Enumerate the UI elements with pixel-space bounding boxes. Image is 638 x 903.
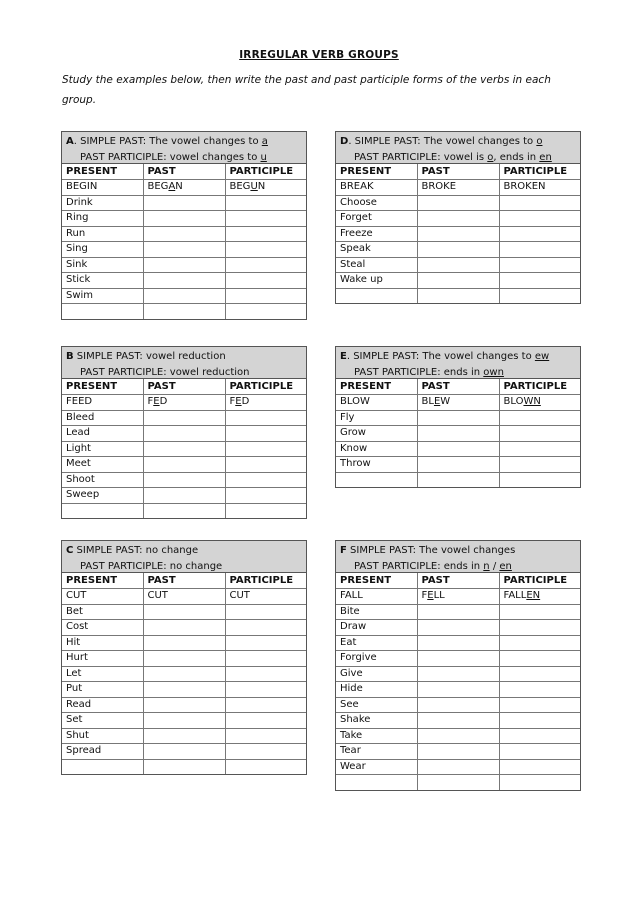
column-header: PARTICIPLE: [499, 164, 580, 180]
participle-answer-cell[interactable]: [225, 472, 306, 488]
past-answer-cell[interactable]: [417, 775, 499, 790]
table-row: [62, 273, 306, 289]
verb-table: [336, 379, 580, 487]
group-rule-participle: PAST PARTICIPLE: vowel is o, ends in en: [354, 151, 552, 163]
present-cell: Hurt: [62, 651, 143, 667]
participle-answer-cell[interactable]: [225, 242, 306, 258]
present-cell: Sink: [62, 257, 143, 273]
present-cell: Set: [62, 713, 143, 729]
group-rule-past: C SIMPLE PAST: no change: [66, 545, 199, 556]
present-cell: Shoot: [62, 472, 143, 488]
present-cell: [62, 503, 143, 518]
column-header: PARTICIPLE: [225, 379, 306, 395]
participle-answer-cell[interactable]: [499, 651, 580, 667]
group-rule-participle: PAST PARTICIPLE: vowel changes to u: [80, 151, 267, 163]
present-cell: Light: [62, 441, 143, 457]
past-answer-cell[interactable]: [143, 441, 225, 457]
past-answer-cell[interactable]: [417, 288, 499, 303]
past-answer-cell[interactable]: [143, 457, 225, 473]
past-answer-cell[interactable]: [417, 195, 499, 211]
past-answer-cell[interactable]: [417, 426, 499, 442]
present-cell: Bleed: [62, 410, 143, 426]
table-row: [336, 410, 580, 426]
participle-answer-cell[interactable]: [225, 620, 306, 636]
past-answer-cell[interactable]: [143, 426, 225, 442]
present-cell: Meet: [62, 457, 143, 473]
participle-answer-cell[interactable]: [499, 242, 580, 258]
participle-answer-cell[interactable]: [499, 410, 580, 426]
example-row: [62, 395, 306, 411]
past-answer-cell[interactable]: [417, 457, 499, 473]
table-row: [336, 713, 580, 729]
table-row: [62, 697, 306, 713]
present-cell: Shake: [336, 713, 417, 729]
example-row: [62, 589, 306, 605]
page-title: IRREGULAR VERB GROUPS: [239, 49, 399, 61]
present-cell: Tear: [336, 744, 417, 760]
example-cell: CUT: [225, 589, 306, 605]
table-row: [62, 211, 306, 227]
table-row: [62, 195, 306, 211]
participle-answer-cell[interactable]: [225, 604, 306, 620]
participle-answer-cell[interactable]: [225, 410, 306, 426]
past-answer-cell[interactable]: [143, 744, 225, 760]
participle-answer-cell[interactable]: [225, 273, 306, 289]
present-cell: Throw: [336, 457, 417, 473]
participle-answer-cell[interactable]: [499, 441, 580, 457]
group-rule-past: D. SIMPLE PAST: The vowel changes to o: [340, 136, 543, 147]
verb-table: [62, 164, 306, 319]
table-row: [62, 759, 306, 774]
example-cell: FALLEN: [499, 589, 580, 605]
present-cell: Run: [62, 226, 143, 242]
past-answer-cell[interactable]: [143, 226, 225, 242]
table-row: [62, 257, 306, 273]
past-answer-cell[interactable]: [143, 472, 225, 488]
present-cell: Let: [62, 666, 143, 682]
table-row: [336, 226, 580, 242]
past-answer-cell[interactable]: [143, 211, 225, 227]
present-cell: Read: [62, 697, 143, 713]
table-row: [336, 257, 580, 273]
group-rule-past: F SIMPLE PAST: The vowel changes: [340, 545, 516, 556]
table-row: [62, 488, 306, 504]
participle-answer-cell[interactable]: [499, 472, 580, 487]
example-cell: CUT: [62, 589, 143, 605]
column-header-row: [336, 164, 580, 180]
present-cell: [62, 759, 143, 774]
table-row: [62, 604, 306, 620]
participle-answer-cell[interactable]: [225, 288, 306, 304]
past-answer-cell[interactable]: [143, 635, 225, 651]
table-row: [62, 226, 306, 242]
table-row: [336, 666, 580, 682]
column-header: PARTICIPLE: [225, 573, 306, 589]
group-rule-past: E. SIMPLE PAST: The vowel changes to ew: [340, 351, 550, 362]
present-cell: Bite: [336, 604, 417, 620]
group-header: [62, 347, 306, 379]
example-cell: BLOW: [336, 395, 417, 411]
example-row: [336, 589, 580, 605]
group-header: [62, 132, 306, 164]
table-row: [62, 744, 306, 760]
column-header-row: [62, 379, 306, 395]
past-answer-cell[interactable]: [143, 242, 225, 258]
participle-answer-cell[interactable]: [499, 697, 580, 713]
table-row: [62, 728, 306, 744]
example-cell: BLEW: [417, 395, 499, 411]
past-answer-cell[interactable]: [143, 604, 225, 620]
past-answer-cell[interactable]: [417, 682, 499, 698]
table-row: [62, 242, 306, 258]
group-header: [336, 541, 580, 573]
table-row: [62, 410, 306, 426]
group-header: [62, 541, 306, 573]
column-header: PRESENT: [336, 573, 417, 589]
present-cell: Stick: [62, 273, 143, 289]
present-cell: Take: [336, 728, 417, 744]
present-cell: Know: [336, 441, 417, 457]
group-a: [61, 131, 307, 320]
participle-answer-cell[interactable]: [499, 744, 580, 760]
instructions: Study the examples below, then write the past and past participle forms of the verbs in each group.: [62, 74, 551, 106]
column-header: PAST: [417, 164, 499, 180]
past-answer-cell[interactable]: [143, 410, 225, 426]
past-answer-cell[interactable]: [143, 759, 225, 774]
group-b: [61, 346, 307, 519]
participle-answer-cell[interactable]: [225, 728, 306, 744]
table-row: [62, 682, 306, 698]
present-cell: [336, 775, 417, 790]
table-row: [62, 503, 306, 518]
example-cell: FALL: [336, 589, 417, 605]
example-cell: BREAK: [336, 180, 417, 196]
past-answer-cell[interactable]: [417, 226, 499, 242]
participle-answer-cell[interactable]: [499, 775, 580, 790]
table-row: [336, 775, 580, 790]
past-answer-cell[interactable]: [417, 441, 499, 457]
participle-answer-cell[interactable]: [499, 257, 580, 273]
past-answer-cell[interactable]: [417, 666, 499, 682]
column-header-row: [336, 379, 580, 395]
past-answer-cell[interactable]: [143, 195, 225, 211]
participle-answer-cell[interactable]: [225, 503, 306, 518]
past-answer-cell[interactable]: [143, 620, 225, 636]
participle-answer-cell[interactable]: [225, 488, 306, 504]
table-row: [62, 651, 306, 667]
column-header-row: [62, 164, 306, 180]
participle-answer-cell[interactable]: [499, 457, 580, 473]
participle-answer-cell[interactable]: [225, 682, 306, 698]
past-answer-cell[interactable]: [417, 635, 499, 651]
present-cell: Swim: [62, 288, 143, 304]
column-header: PRESENT: [336, 379, 417, 395]
past-answer-cell[interactable]: [143, 651, 225, 667]
example-cell: CUT: [143, 589, 225, 605]
participle-answer-cell[interactable]: [225, 426, 306, 442]
present-cell: Grow: [336, 426, 417, 442]
column-header: PARTICIPLE: [499, 379, 580, 395]
participle-answer-cell[interactable]: [225, 635, 306, 651]
participle-answer-cell[interactable]: [499, 728, 580, 744]
present-cell: Put: [62, 682, 143, 698]
column-header-row: [336, 573, 580, 589]
past-answer-cell[interactable]: [417, 242, 499, 258]
group-rule-participle: PAST PARTICIPLE: ends in own: [354, 366, 504, 378]
participle-answer-cell[interactable]: [225, 666, 306, 682]
present-cell: Wake up: [336, 273, 417, 289]
example-cell: FELL: [417, 589, 499, 605]
participle-answer-cell[interactable]: [225, 713, 306, 729]
participle-answer-cell[interactable]: [225, 226, 306, 242]
column-header: PAST: [143, 164, 225, 180]
past-answer-cell[interactable]: [143, 304, 225, 319]
present-cell: Hit: [62, 635, 143, 651]
table-row: [336, 682, 580, 698]
example-cell: BEGIN: [62, 180, 143, 196]
group-rule-past: A. SIMPLE PAST: The vowel changes to a: [66, 136, 268, 147]
present-cell: Drink: [62, 195, 143, 211]
table-row: [336, 288, 580, 303]
example-cell: BLOWN: [499, 395, 580, 411]
participle-answer-cell[interactable]: [499, 666, 580, 682]
past-answer-cell[interactable]: [143, 713, 225, 729]
table-row: [336, 242, 580, 258]
verb-table: [336, 573, 580, 790]
participle-answer-cell[interactable]: [499, 195, 580, 211]
table-row: [336, 635, 580, 651]
group-rule-past: B SIMPLE PAST: vowel reduction: [66, 351, 226, 362]
past-answer-cell[interactable]: [143, 273, 225, 289]
group-header: [336, 347, 580, 379]
table-row: [62, 620, 306, 636]
present-cell: Speak: [336, 242, 417, 258]
table-row: [336, 273, 580, 289]
present-cell: Give: [336, 666, 417, 682]
example-row: [62, 180, 306, 196]
present-cell: Forget: [336, 211, 417, 227]
column-header: PAST: [417, 573, 499, 589]
participle-answer-cell[interactable]: [225, 651, 306, 667]
table-row: [62, 635, 306, 651]
table-row: [62, 666, 306, 682]
table-row: [62, 457, 306, 473]
participle-answer-cell[interactable]: [499, 604, 580, 620]
past-answer-cell[interactable]: [143, 488, 225, 504]
column-header: PRESENT: [336, 164, 417, 180]
group-e: [335, 346, 581, 488]
past-answer-cell[interactable]: [417, 257, 499, 273]
past-answer-cell[interactable]: [417, 651, 499, 667]
table-row: [336, 195, 580, 211]
participle-answer-cell[interactable]: [225, 697, 306, 713]
present-cell: Ring: [62, 211, 143, 227]
participle-answer-cell[interactable]: [225, 195, 306, 211]
table-row: [62, 304, 306, 319]
present-cell: Freeze: [336, 226, 417, 242]
table-row: [62, 288, 306, 304]
present-cell: Eat: [336, 635, 417, 651]
past-answer-cell[interactable]: [143, 697, 225, 713]
present-cell: Choose: [336, 195, 417, 211]
participle-answer-cell[interactable]: [499, 682, 580, 698]
column-header: PRESENT: [62, 573, 143, 589]
past-answer-cell[interactable]: [143, 728, 225, 744]
group-rule-participle: PAST PARTICIPLE: vowel reduction: [80, 366, 250, 378]
table-row: [336, 651, 580, 667]
present-cell: [336, 472, 417, 487]
group-c: [61, 540, 307, 775]
participle-answer-cell[interactable]: [499, 713, 580, 729]
past-answer-cell[interactable]: [417, 697, 499, 713]
group-f: [335, 540, 581, 791]
present-cell: Fly: [336, 410, 417, 426]
past-answer-cell[interactable]: [417, 744, 499, 760]
column-header: PAST: [143, 573, 225, 589]
past-answer-cell[interactable]: [417, 273, 499, 289]
past-answer-cell[interactable]: [417, 620, 499, 636]
present-cell: Hide: [336, 682, 417, 698]
participle-answer-cell[interactable]: [225, 457, 306, 473]
column-header: PARTICIPLE: [225, 164, 306, 180]
participle-answer-cell[interactable]: [225, 759, 306, 774]
past-answer-cell[interactable]: [143, 666, 225, 682]
column-header: PRESENT: [62, 164, 143, 180]
example-cell: FEED: [62, 395, 143, 411]
participle-answer-cell[interactable]: [499, 211, 580, 227]
table-row: [62, 426, 306, 442]
example-row: [336, 395, 580, 411]
verb-table: [336, 164, 580, 303]
present-cell: Sing: [62, 242, 143, 258]
column-header-row: [62, 573, 306, 589]
table-row: [62, 713, 306, 729]
past-answer-cell[interactable]: [143, 682, 225, 698]
present-cell: Bet: [62, 604, 143, 620]
table-row: [336, 728, 580, 744]
present-cell: Wear: [336, 759, 417, 775]
present-cell: [336, 288, 417, 303]
present-cell: Cost: [62, 620, 143, 636]
participle-answer-cell[interactable]: [499, 620, 580, 636]
present-cell: Shut: [62, 728, 143, 744]
table-row: [62, 441, 306, 457]
group-rule-participle: PAST PARTICIPLE: ends in n / en: [354, 560, 512, 572]
example-cell: FED: [143, 395, 225, 411]
table-row: [336, 697, 580, 713]
group-rule-participle: PAST PARTICIPLE: no change: [80, 560, 223, 572]
verb-table: [62, 379, 306, 518]
past-answer-cell[interactable]: [143, 257, 225, 273]
present-cell: Sweep: [62, 488, 143, 504]
participle-answer-cell[interactable]: [225, 211, 306, 227]
table-row: [336, 457, 580, 473]
table-row: [336, 211, 580, 227]
past-answer-cell[interactable]: [143, 288, 225, 304]
present-cell: Lead: [62, 426, 143, 442]
group-header: [336, 132, 580, 164]
participle-answer-cell[interactable]: [499, 288, 580, 303]
past-answer-cell[interactable]: [417, 472, 499, 487]
participle-answer-cell[interactable]: [499, 273, 580, 289]
group-d: [335, 131, 581, 304]
column-header: PAST: [417, 379, 499, 395]
present-cell: Steal: [336, 257, 417, 273]
present-cell: Forgive: [336, 651, 417, 667]
past-answer-cell[interactable]: [417, 604, 499, 620]
participle-answer-cell[interactable]: [499, 759, 580, 775]
column-header: PAST: [143, 379, 225, 395]
participle-answer-cell[interactable]: [225, 744, 306, 760]
participle-answer-cell[interactable]: [499, 635, 580, 651]
column-header: PARTICIPLE: [499, 573, 580, 589]
column-header: PRESENT: [62, 379, 143, 395]
participle-answer-cell[interactable]: [225, 441, 306, 457]
example-cell: BROKEN: [499, 180, 580, 196]
participle-answer-cell[interactable]: [499, 426, 580, 442]
table-row: [336, 441, 580, 457]
past-answer-cell[interactable]: [417, 211, 499, 227]
table-row: [336, 472, 580, 487]
example-cell: BROKE: [417, 180, 499, 196]
example-cell: BEGAN: [143, 180, 225, 196]
table-row: [336, 620, 580, 636]
table-row: [336, 604, 580, 620]
participle-answer-cell[interactable]: [499, 226, 580, 242]
example-cell: BEGUN: [225, 180, 306, 196]
past-answer-cell[interactable]: [417, 713, 499, 729]
table-row: [336, 759, 580, 775]
past-answer-cell[interactable]: [417, 410, 499, 426]
present-cell: Spread: [62, 744, 143, 760]
past-answer-cell[interactable]: [417, 728, 499, 744]
present-cell: [62, 304, 143, 319]
participle-answer-cell[interactable]: [225, 257, 306, 273]
verb-table: [62, 573, 306, 774]
table-row: [336, 426, 580, 442]
present-cell: Draw: [336, 620, 417, 636]
present-cell: See: [336, 697, 417, 713]
example-row: [336, 180, 580, 196]
table-row: [62, 472, 306, 488]
past-answer-cell[interactable]: [143, 503, 225, 518]
past-answer-cell[interactable]: [417, 759, 499, 775]
participle-answer-cell[interactable]: [225, 304, 306, 319]
example-cell: FED: [225, 395, 306, 411]
table-row: [336, 744, 580, 760]
